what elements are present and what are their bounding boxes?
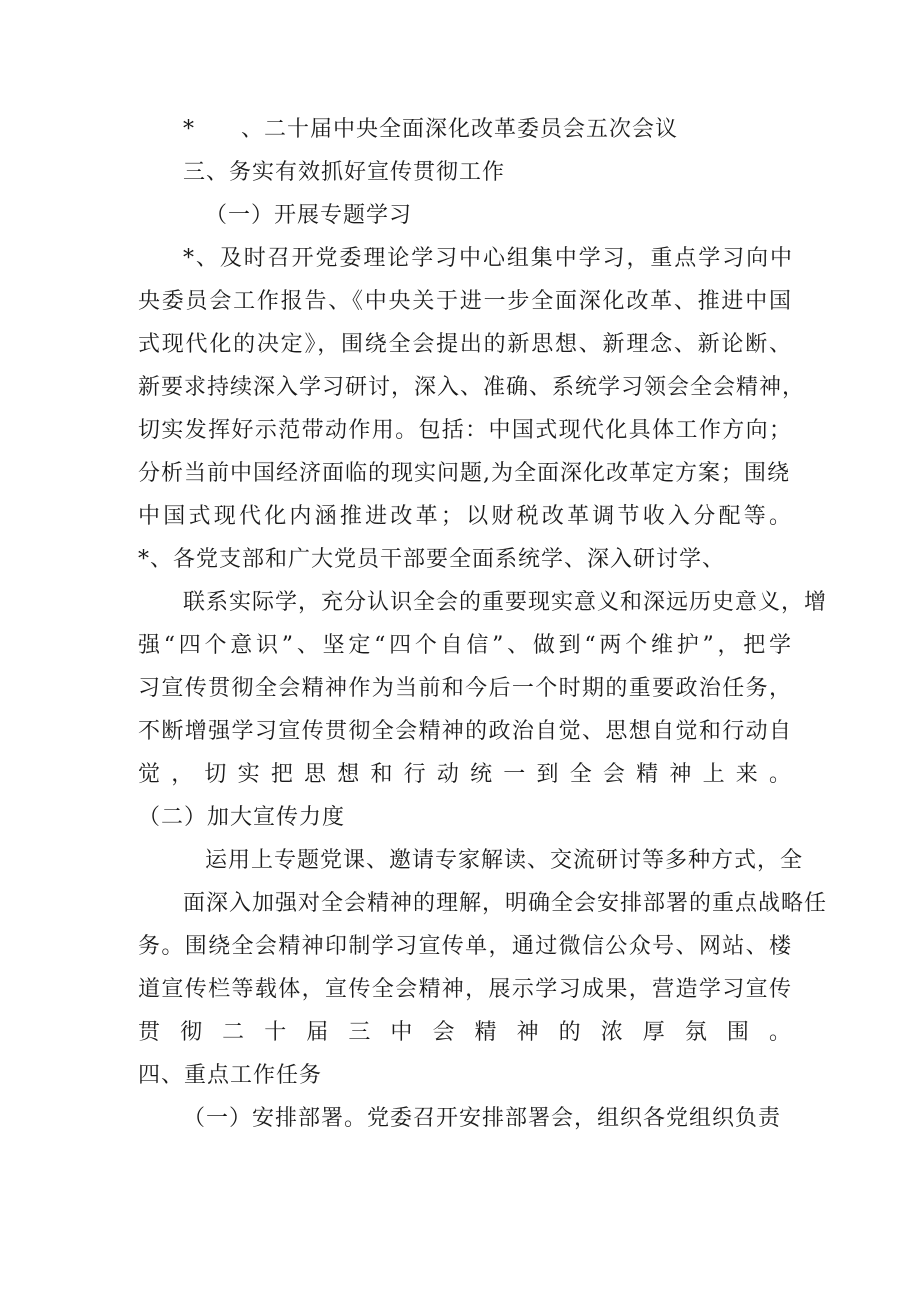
subsection-heading-3-1: （一）开展专题学习 xyxy=(205,203,413,228)
paragraph-line: 联系实际学，充分认识全会的重要现实意义和深远历史意义，增 xyxy=(183,590,828,615)
paragraph-line: 央委员会工作报告、《中央关于进一步全面深化改革、推进中国 xyxy=(138,289,792,314)
paragraph-line: 不断增强学习宣传贯彻全会精神的政治自觉、思想自觉和行动自 xyxy=(138,719,792,744)
paragraph-line: 务。围绕全会精神印制学习宣传单，通过微信公众号、网站、楼 xyxy=(138,934,792,959)
list-item-meeting: * 、二十届中央全面深化改革委员会五次会议 xyxy=(183,117,679,142)
paragraph-line: 贯彻二十届三中会精神的浓厚氛围。 xyxy=(138,1020,792,1045)
paragraph-line: 习宣传贯彻全会精神作为当前和今后一个时期的重要政治任务， xyxy=(138,676,792,701)
section-heading-4: （一）安排部署。党委召开安排部署会，组织各党组织负责 xyxy=(183,1106,782,1131)
paragraph-line: 式现代化的决定》，围绕全会提出的新思想、新理念、新论断、 xyxy=(138,332,792,357)
paragraph-line: （二）加大宣传力度 xyxy=(138,805,346,830)
subsection-heading-3-2: 运用上专题党课、邀请专家解读、交流研讨等多种方式，全 xyxy=(205,848,804,873)
paragraph-line: *、各党支部和广大党员干部要全面系统学、深入研讨学、 xyxy=(138,547,726,572)
paragraph-line xyxy=(205,1147,793,1177)
paragraph-line: 强“四个意识”、坚定“四个自信”、做到“两个维护”，把学 xyxy=(138,633,792,658)
paragraph-line: 觉，切实把思想和行动统一到全会精神上来。 xyxy=(138,762,792,787)
paragraph-line: 中国式现代化内涵推进改革；以财税改革调节收入分配等。 xyxy=(138,504,792,529)
paragraph-line: 新要求持续深入学习研讨，深入、准确、系统学习领会全会精神， xyxy=(138,375,806,400)
paragraph-line: 道宣传栏等载体，宣传全会精神，展示学习成果，营造学习宣传 xyxy=(138,977,792,1002)
paragraph-line: 面深入加强对全会精神的理解，明确全会安排部署的重点战略任 xyxy=(183,891,828,916)
section-heading-3: 三、务实有效抓好宣传贯彻工作 xyxy=(183,160,506,185)
paragraph-line: 四、重点工作任务 xyxy=(138,1063,323,1088)
paragraph-line: 分析当前中国经济面临的现实问题,为全面深化改革定方案；围绕 xyxy=(138,461,790,486)
paragraph-line: 切实发挥好示范带动作用。包括：中国式现代化具体工作方向； xyxy=(138,418,792,443)
paragraph-line: *、及时召开党委理论学习中心组集中学习，重点学习向中 xyxy=(183,246,793,271)
